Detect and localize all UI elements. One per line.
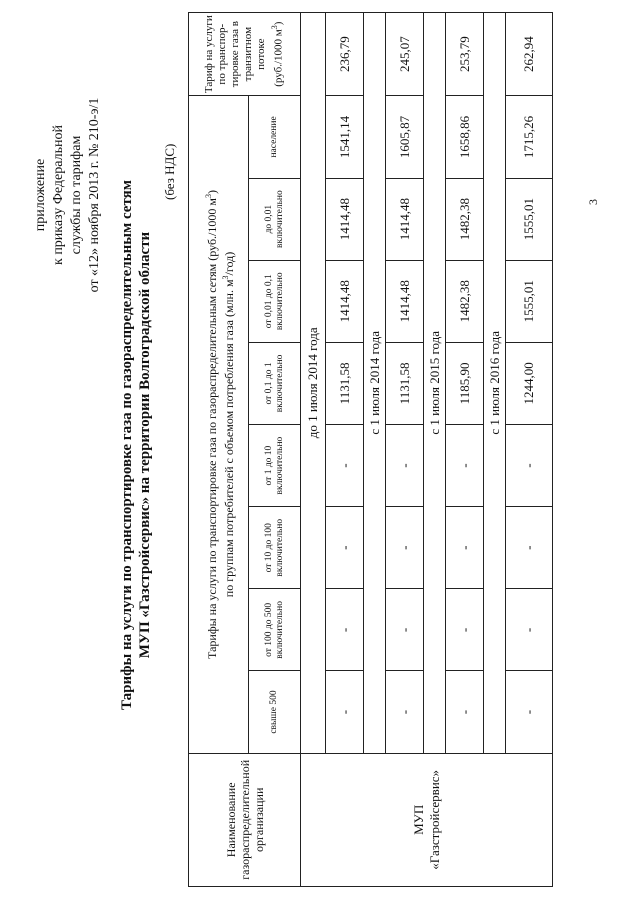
tariff-cell: - <box>446 589 484 671</box>
period-label: с 1 июля 2015 года <box>424 13 446 754</box>
appendix-line: к приказу Федеральной <box>51 125 66 265</box>
tariff-cell: - <box>326 507 364 589</box>
appendix-reference <box>32 45 104 345</box>
group-header: население <box>249 96 301 178</box>
tariff-cell: 1414,48 <box>326 260 364 342</box>
tariff-header-text: по группам потребителей с объемом потребления газа (млн. м <box>221 279 236 598</box>
tariff-cell: - <box>446 671 484 753</box>
tariff-cell: 1414,48 <box>386 178 424 260</box>
tariff-cell: 1658,86 <box>446 96 484 178</box>
transit-tariff-cell: 262,94 <box>506 13 553 96</box>
appendix-line: приложение <box>33 158 48 232</box>
group-header: до 0,01 включительно <box>249 178 301 260</box>
tariff-cell: 1414,48 <box>326 178 364 260</box>
group-header: от 100 до 500 включительно <box>249 589 301 671</box>
tariff-table <box>188 12 553 887</box>
tariff-cell: - <box>446 425 484 507</box>
transit-tariff-header <box>189 13 301 96</box>
appendix-line: службы по тарифам <box>69 135 84 255</box>
transit-tariff-cell: 236,79 <box>326 13 364 96</box>
group-header: свыше 500 <box>249 671 301 753</box>
group-header: от 0,1 до 1 включительно <box>249 342 301 424</box>
group-header: от 1 до 10 включительно <box>249 425 301 507</box>
vat-note: (без НДС) <box>162 143 177 200</box>
tariff-cell: 1715,26 <box>506 96 553 178</box>
tariff-cell: - <box>386 671 424 753</box>
transit-tariff-cell: 253,79 <box>446 13 484 96</box>
document-title <box>118 75 154 815</box>
tariff-group-header <box>189 96 249 753</box>
transit-header-text: Тариф на услуги по транспор-тировке газа в транзитном потоке (руб./1000 м <box>203 15 285 94</box>
tariff-cell: 1131,58 <box>386 342 424 424</box>
period-label: с 1 июля 2014 года <box>364 13 386 754</box>
tariff-cell: - <box>506 425 553 507</box>
tariff-header-text: ) <box>204 190 219 195</box>
tariff-cell: - <box>326 589 364 671</box>
title-line-2: МУП «Газстройсервис» на территории Волгоградской области <box>137 231 153 659</box>
tariff-header-sup: 3 <box>203 194 213 199</box>
tariff-cell: 1555,01 <box>506 178 553 260</box>
organization-name: МУП «Газстройсервис» <box>301 753 553 886</box>
tariff-cell: 1185,90 <box>446 342 484 424</box>
group-header: от 0,01 до 0,1 включительно <box>249 260 301 342</box>
page-number: 3 <box>586 199 600 205</box>
transit-header-text: ) <box>272 21 285 26</box>
tariff-cell: 1555,01 <box>506 260 553 342</box>
transit-header-sup: 3 <box>270 25 280 30</box>
tariff-cell: - <box>386 589 424 671</box>
tariff-cell: - <box>506 507 553 589</box>
org-column-header: Наименование газораспределительной организации <box>189 753 301 886</box>
tariff-cell: 1541,14 <box>326 96 364 178</box>
tariff-cell: 1482,38 <box>446 260 484 342</box>
tariff-cell: - <box>386 425 424 507</box>
tariff-cell: 1244,00 <box>506 342 553 424</box>
tariff-cell: 1131,58 <box>326 342 364 424</box>
tariff-cell: - <box>506 671 553 753</box>
appendix-line: от «12» ноября 2013 г. № 210-э/1 <box>87 97 102 293</box>
tariff-cell: 1605,87 <box>386 96 424 178</box>
tariff-header-text: /год) <box>221 251 236 276</box>
tariff-cell: - <box>386 507 424 589</box>
tariff-cell: 1414,48 <box>386 260 424 342</box>
tariff-cell: - <box>326 425 364 507</box>
tariff-cell: - <box>446 507 484 589</box>
group-header: от 10 до 100 включительно <box>249 507 301 589</box>
tariff-cell: - <box>326 671 364 753</box>
period-label: с 1 июля 2016 года <box>484 13 506 754</box>
title-line-1: Тарифы на услуги по транспортировке газа по газораспределительным сетям <box>119 180 135 710</box>
tariff-cell: - <box>506 589 553 671</box>
tariff-header-sup: 3 <box>220 275 230 280</box>
transit-tariff-cell: 245,07 <box>386 13 424 96</box>
tariff-cell: 1482,38 <box>446 178 484 260</box>
period-label: до 1 июля 2014 года <box>301 13 326 754</box>
tariff-header-text: Тарифы на услуги по транспортировке газа по газораспределительным сетям (руб./1000 м <box>204 198 219 659</box>
